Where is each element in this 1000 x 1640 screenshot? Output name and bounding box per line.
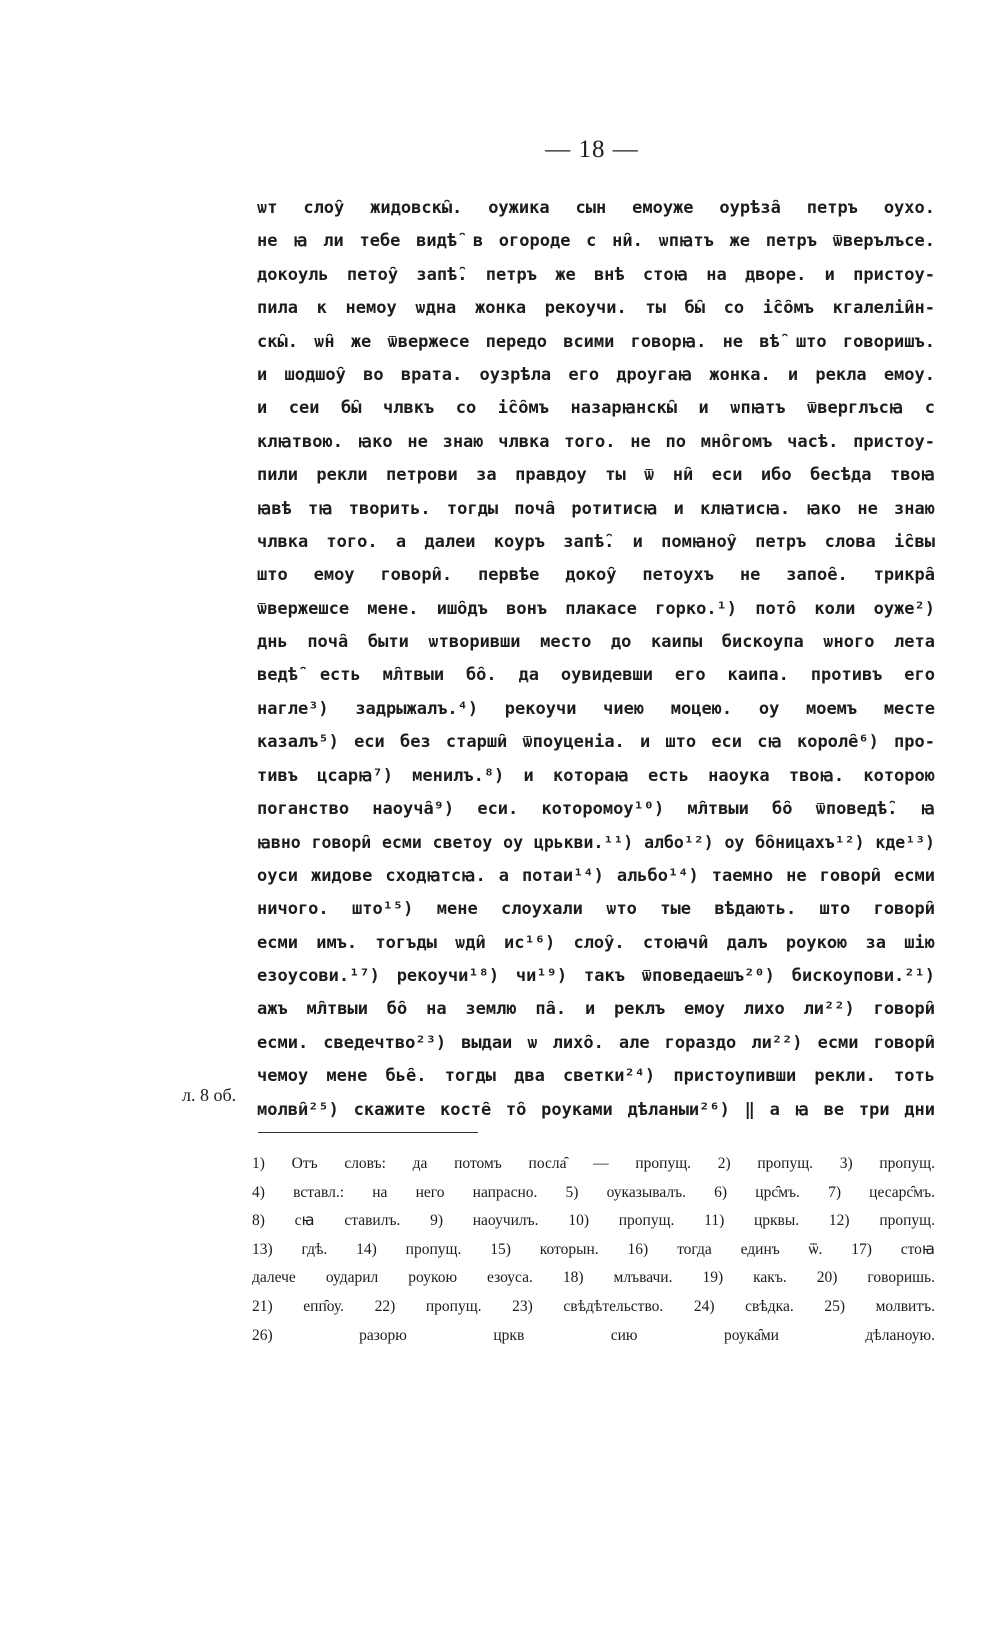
text-line: езоусови.¹⁷) рекоучи¹⁸) чи¹⁹) такъ ѿповедаешъ²⁰) бискоупови.²¹) [257, 965, 935, 986]
footnotes [252, 1150, 935, 1350]
text-line: днь поча̑ быти ѡтворивши место до каипы бискоупа ѡного лета [257, 632, 935, 653]
footnote-line: 26) разорю цркв сию роука̑ми дѣланоую. [252, 1326, 935, 1344]
text-line: казалъ⁵) еси без старши̑ ѿпоуценіа. и што еси сꙗ короле̑⁶) про- [257, 732, 935, 753]
text-line: нагле³) задрыжалъ.⁴) рекоучи чиею моцею. оу моемъ месте [257, 698, 935, 719]
page-number: — 18 — [545, 136, 639, 163]
text-line: ничого. што¹⁵) мене слоухали ѡто тые вѣдають. што говори̑ [257, 899, 935, 920]
text-line: ведѣ̑ есть мл̑твыи бо̑. да оувидевши его каипа. противъ его [257, 665, 935, 686]
text-line: поганство наоуча̑⁹) еси. которомоу¹⁰) мл̑твыи бо̑ ѿповедѣ̑. ꙗ [257, 799, 935, 820]
text-line: скы̑. ѡн̑ же ѿвержесе передо всими говорꙗ. не вѣ̑ што говоришъ. [257, 331, 935, 352]
text-line: и шодшоу̑ во врата. оузрѣла его дроугаꙗ жонка. и рекла емоу. [257, 364, 935, 385]
text-line: пили рекли петрови за правдоу ты ѿ ни̑ еси ибо бесѣда твоꙗ [257, 465, 935, 486]
main-text [257, 192, 935, 1127]
text-line: не ꙗ ли тебе видѣ̑ в огороде с ни̑. ѡпꙗтъ же петръ ѿверълъсе. [257, 231, 935, 252]
text-line: члвка того. а далеи коуръ запѣ̑. и помꙗноу̑ петръ слова і̑свы [257, 531, 935, 552]
margin-note: л. 8 об. [182, 1085, 237, 1105]
footnote-line: 1) Отъ словъ: да потомъ посла̑ — пропущ. 2) пропущ. 3) пропущ. [252, 1155, 935, 1172]
text-line: и сеи бы̑ члвкъ со і̑со̑мъ назарꙗнскы̑ и ѡпꙗтъ ѿверглъсꙗ с [257, 398, 935, 419]
text-line: докоуль петоу̑ запѣ̑. петръ же внѣ стоꙗ на дворе. и пристоу- [257, 264, 935, 285]
text-line: ꙗвно говори̑ есми светоу оу црькви.¹¹) албо¹²) оу бо̑ницахъ¹²) кде¹³) [257, 833, 935, 853]
text-line: што емоу говори̑. первѣе докоу̑ петоухъ не запое̑. трикра̑ [257, 565, 935, 586]
text-line: молви̑²⁵) скажите косте̑ то̑ роуками дѣланыи²⁶) ‖ а ꙗ ве три дни [257, 1099, 935, 1120]
text-line: чемоу мене бье̑. тогды два светки²⁴) пристоупивши рекли. тоть [257, 1066, 935, 1087]
text-line: ажъ мл̑твыи бо̑ на землю па̑. и реклъ емоу лихо ли²²) говори̑ [257, 999, 935, 1020]
text-line: ѡт слоу̑ жидовскы̑. оужика сын емоуже оурѣза̑ петръ оухо. [257, 198, 935, 218]
text-line: есми. сведечтво²³) выдаи ѡ лихо̑. але гораздо ли²²) есми говори̑ [257, 1032, 935, 1053]
text-line: ѿвержешсе мене. ишо̑дъ вонъ плакасе горко.¹) пото̑ коли оуже²) [257, 598, 935, 619]
footnote-line: далече оударил роукою езоуса. 18) млъвачи. 19) какъ. 20) говоришь. [252, 1269, 935, 1287]
footnote-line: 8) сꙗ ставилъ. 9) наоучилъ. 10) пропущ. 11) црквы. 12) пропущ. [252, 1212, 935, 1230]
text-line: оуси жидове сходꙗтсꙗ. а потаи¹⁴) альбо¹⁴) таемно не говори̑ есми [257, 865, 935, 886]
text-line: тивъ цсарꙗ⁷) менилъ.⁸) и котораꙗ есть наоука твоꙗ. которою [257, 765, 935, 786]
text-line: клꙗтвою. ꙗко не знаю члвка того. не по мно̑гомъ часѣ. пристоу- [257, 431, 935, 452]
text-line: есми имъ. тогъды ѡди̑ ис¹⁶) слоу̑. стоꙗчи̑ далъ роукою за шію [257, 932, 935, 953]
footnote-line: 4) вставл.: на него напрасно. 5) оуказывалъ. 6) црс̑мъ. 7) цесарс̑мъ. [252, 1183, 935, 1201]
text-line: ꙗвѣ тꙗ творить. тогды поча̑ ротитисꙗ и клꙗтисꙗ. ꙗко не знаю [257, 498, 935, 519]
text-line: пила к немоу ѡдна жонка рекоучи. ты бы̑ со і̑со̑мъ кгалеліи̑н- [257, 298, 935, 319]
footnote-rule [258, 1132, 478, 1133]
footnote-line: 21) епп̑оу. 22) пропущ. 23) свѣдѣтельство. 24) свѣдка. 25) молвитъ. [252, 1297, 935, 1315]
footnote-line: 13) гдѣ. 14) пропущ. 15) которын. 16) тогда единъ ѿ. 17) стоꙗ [252, 1240, 935, 1258]
